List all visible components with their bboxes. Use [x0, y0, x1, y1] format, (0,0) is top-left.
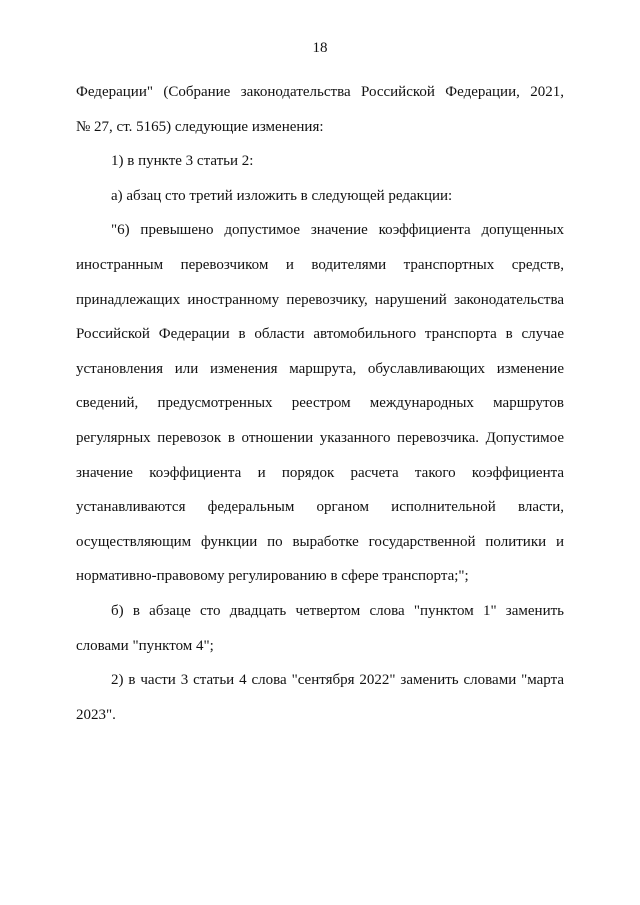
text-line: нормативно-правовому регулированию в сфере транспорта;";: [76, 568, 469, 585]
text-line: Федерации" (Собрание законодательства Российской Федерации, 2021,: [76, 84, 564, 100]
text-line: 2) в части 3 статьи 4 слова "сентября 2022" заменить словами "марта: [111, 672, 564, 689]
text-line: регулярных перевозок в отношении указанного перевозчика. Допустимое: [76, 429, 564, 446]
text-line: устанавливаются федеральным органом исполнительной власти,: [76, 499, 564, 516]
text-line: 2023".: [76, 706, 116, 723]
text-line: осуществляющим функции по выработке государственной политики и: [76, 533, 564, 550]
document-body: [76, 75, 564, 732]
text-line: сведений, предусмотренных реестром международных маршрутов: [76, 395, 564, 412]
text-line: принадлежащих иностранному перевозчику, нарушений законодательства: [76, 291, 564, 308]
text-line: № 27, ст. 5165) следующие изменения:: [76, 118, 324, 135]
text-line: Российской Федерации в области автомобильного транспорта в случае: [76, 326, 564, 343]
text-line: установления или изменения маршрута, обуславливающих изменение: [76, 360, 564, 377]
text-line: б) в абзаце сто двадцать четвертом слова "пунктом 1" заменить: [111, 602, 564, 619]
text-line: "6) превышено допустимое значение коэффициента допущенных: [111, 222, 564, 239]
text-line: а) абзац сто третий изложить в следующей редакции:: [111, 187, 453, 204]
text-line: 1) в пункте 3 статьи 2:: [111, 153, 254, 170]
text-line: словами "пунктом 4";: [76, 637, 214, 654]
text-line: значение коэффициента и порядок расчета такого коэффициента: [76, 464, 564, 481]
page-number: 18: [312, 40, 328, 56]
text-line: иностранным перевозчиком и водителями транспортных средств,: [76, 256, 564, 273]
